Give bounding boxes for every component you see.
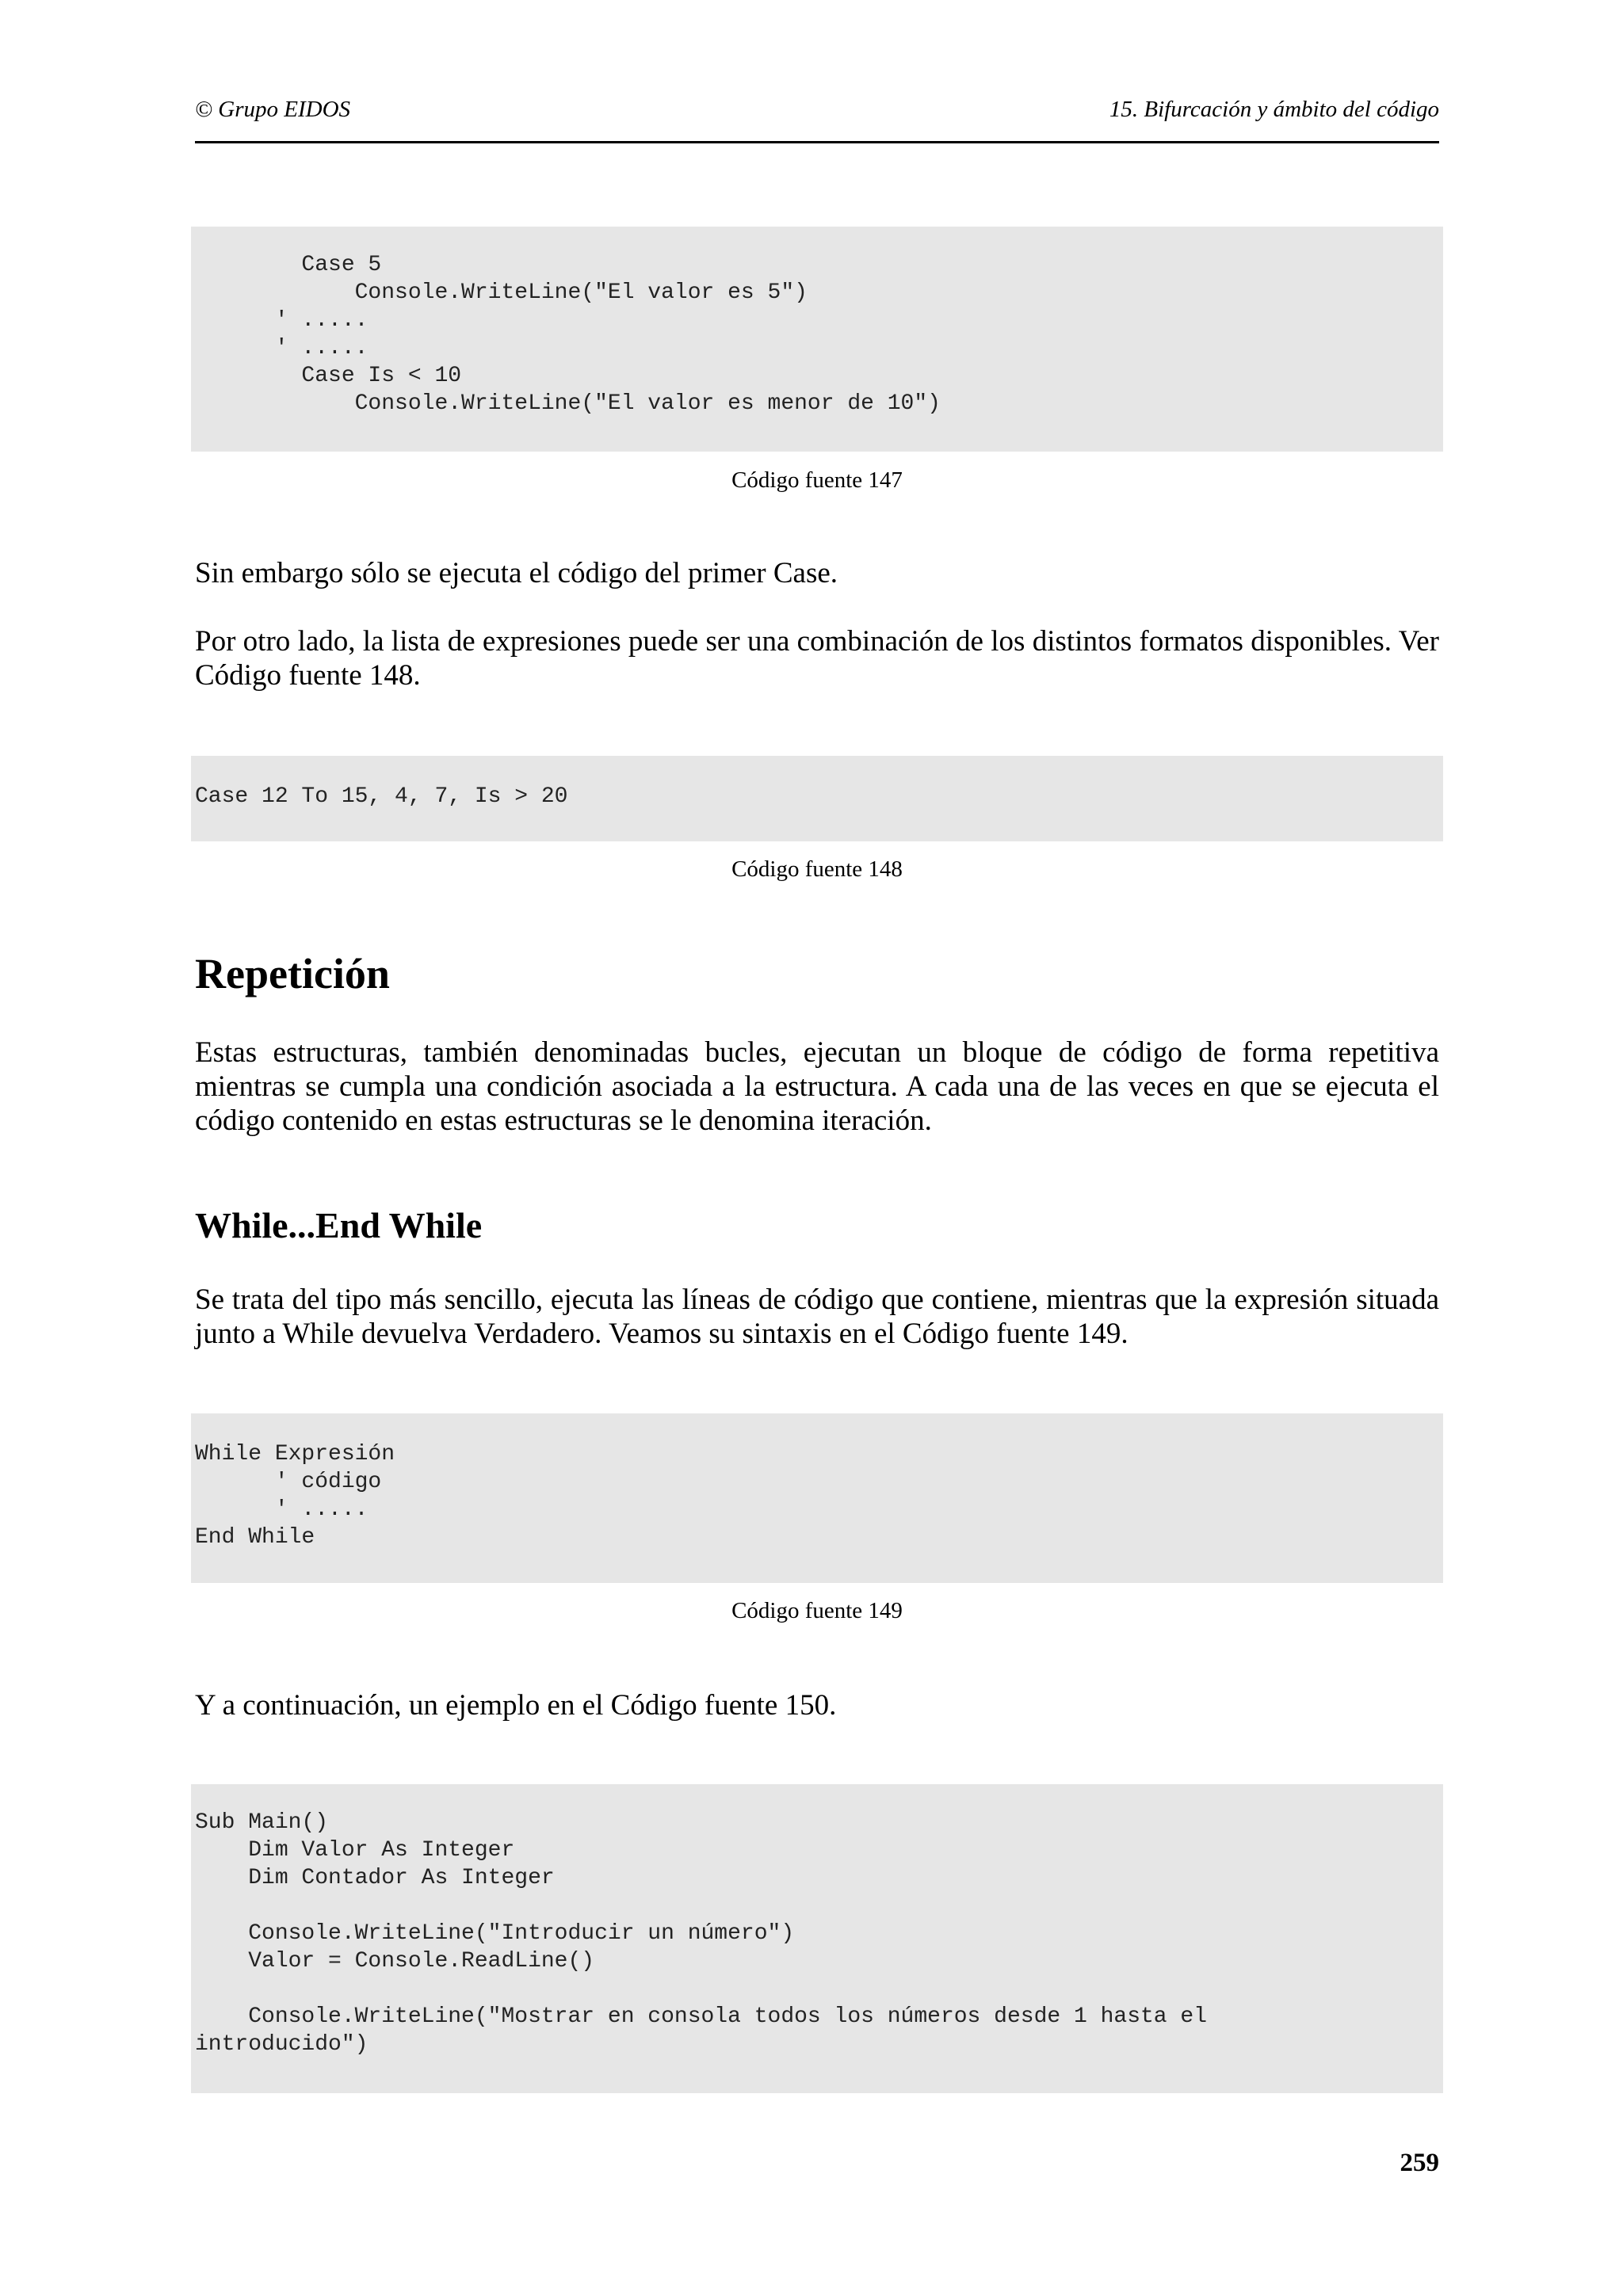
- code-block-147-text: Case 5 Console.WriteLine("El valor es 5") ' ..... ' ..... Case Is < 10 Console.WriteLine("El valor es menor de 10"): [274, 253, 941, 416]
- heading-while-end-while: While...End While: [195, 1205, 483, 1245]
- code-block-150-text: Sub Main() Dim Valor As Integer Dim Contador As Integer Console.WriteLine("Introducir un número") Valor = Console.ReadLine() Console.WriteLine("Mostrar en consola todos los números desde 1 hasta el introducido"): [195, 1810, 1208, 2057]
- code-block-149: [191, 1413, 1443, 1583]
- header-publisher: © Grupo EIDOS: [195, 97, 351, 122]
- code-block-150: [191, 1784, 1443, 2093]
- caption-149: Código fuente 149: [731, 1598, 903, 1623]
- caption-147: Código fuente 147: [731, 467, 903, 493]
- paragraph-expression-list: Por otro lado, la lista de expresiones puede ser una combinación de los distintos formatos disponibles. Ver Código fuente 148.: [195, 625, 1439, 692]
- code-block-147: [191, 227, 1443, 452]
- caption-148: Código fuente 148: [731, 856, 903, 882]
- header-chapter-title: 15. Bifurcación y ámbito del código: [1109, 97, 1439, 122]
- paragraph-while: Se trata del tipo más sencillo, ejecuta las líneas de código que contiene, mientras que la expresión situada junto a While devuelva Verdadero. Veamos su sintaxis en el Código fuente 149.: [195, 1283, 1439, 1350]
- page-number: 259: [1400, 2149, 1439, 2177]
- running-header: [195, 93, 1439, 143]
- code-block-148: [191, 756, 1443, 841]
- code-block-148-text: Case 12 To 15, 4, 7, Is > 20: [195, 784, 568, 809]
- paragraph-example-intro: Y a continuación, un ejemplo en el Código fuente 150.: [195, 1689, 837, 1722]
- heading-repeticion: Repetición: [195, 950, 390, 997]
- paragraph-loops: Estas estructuras, también denominadas bucles, ejecutan un bloque de código de forma repetitiva mientras se cumpla una condición asociada a la estructura. A cada una de las veces en que se ejecuta el código contenido en estas estructuras se le denomina iteración.: [195, 1036, 1439, 1137]
- code-block-149-text: While Expresión ' código ' ..... End While: [195, 1442, 395, 1550]
- paragraph-first-case: Sin embargo sólo se ejecuta el código del primer Case.: [195, 557, 838, 589]
